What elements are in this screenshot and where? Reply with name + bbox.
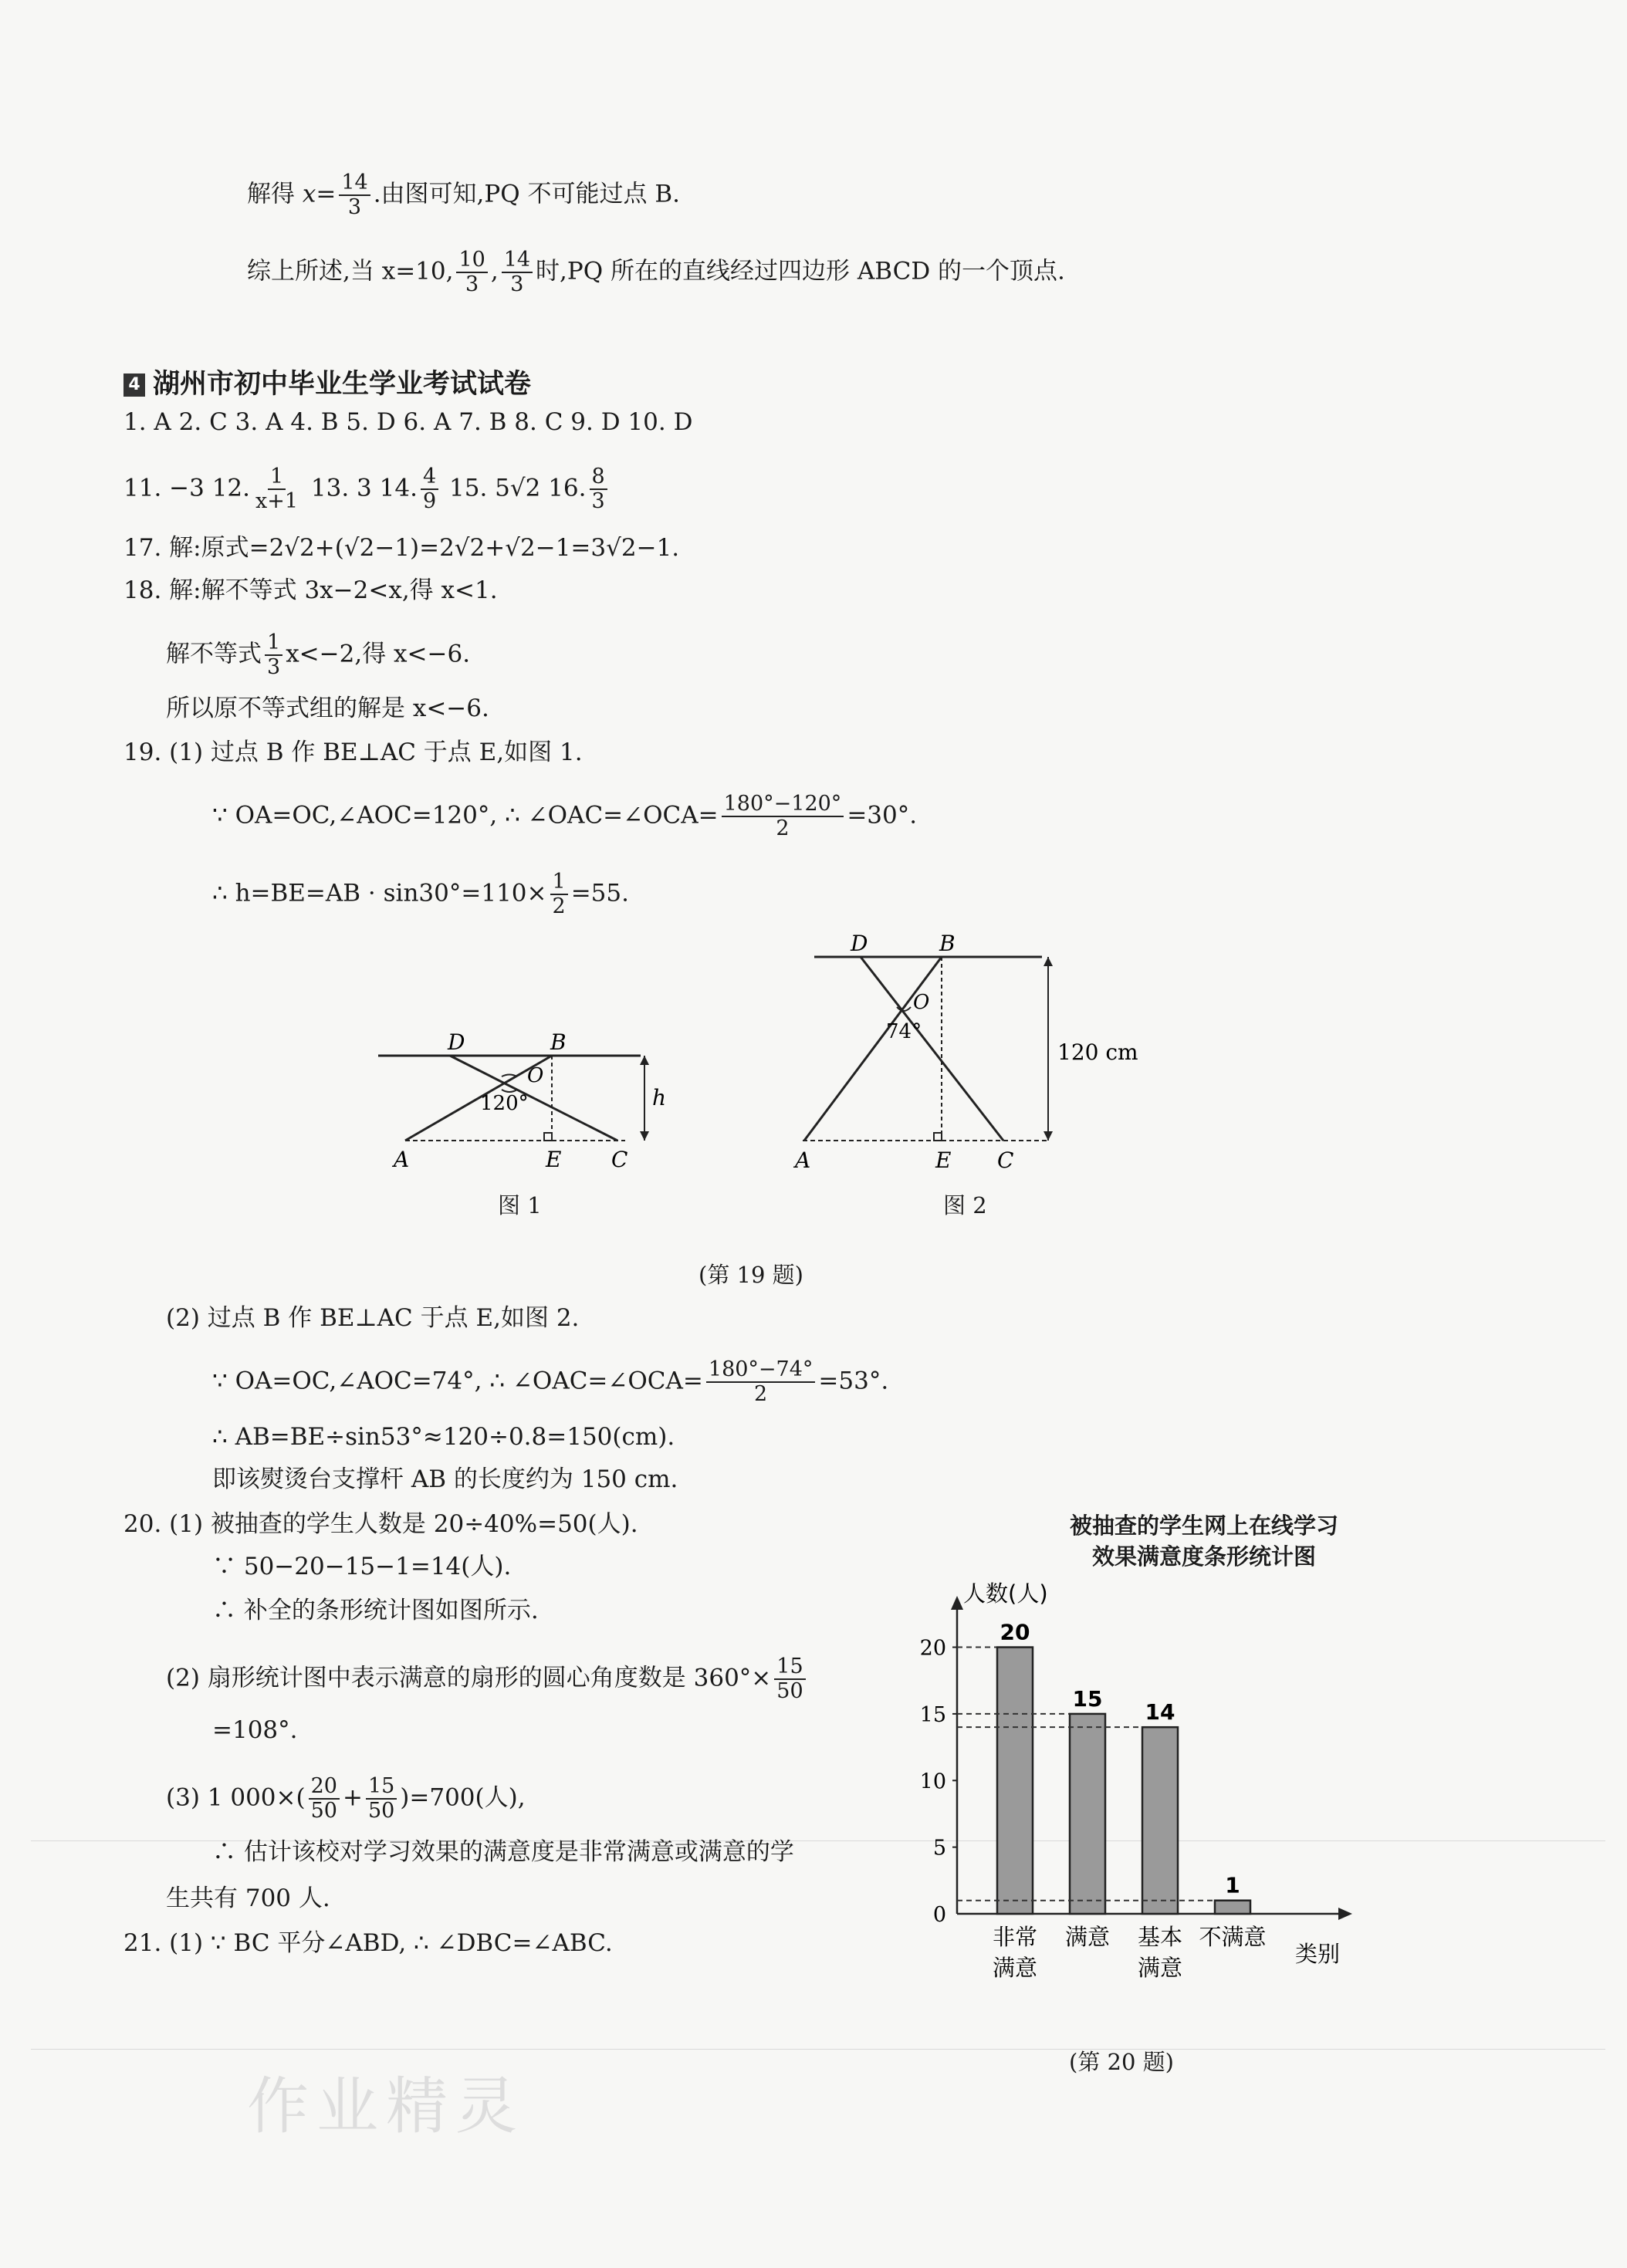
q19-part2-line-2: ∵ OA=OC,∠AOC=74°, ∴ ∠OAC=∠OCA= $\frac{180^\circ-74^\circ}{2}$ =53°. bbox=[212, 1357, 889, 1406]
summary-line: 综上所述,当 x=10, $\frac{10}{3}$ , $\frac{14}{3}$ 时,PQ 所在的直线经过四边形 ABCD 的一个顶点. bbox=[247, 248, 1065, 296]
fig2-label-D: D bbox=[851, 931, 868, 956]
fig2-label-B: B bbox=[939, 931, 956, 956]
bar bbox=[997, 1648, 1033, 1914]
y-axis-arrow bbox=[951, 1596, 963, 1610]
fig1-label-D: D bbox=[448, 1029, 465, 1055]
fig2-label-C: C bbox=[997, 1148, 1014, 1173]
q19-caption: (第 19 题) bbox=[698, 1262, 803, 1288]
figure-1 bbox=[363, 1019, 687, 1173]
bar bbox=[1142, 1727, 1178, 1914]
bar-value-label: 1 bbox=[1225, 1872, 1240, 1898]
q19-part2-line-3: ∴ AB=BE÷sin53°≈120÷0.8=150(cm). bbox=[212, 1423, 675, 1451]
bar-chart bbox=[911, 1574, 1374, 2006]
q20-line-8: 生共有 700 人. bbox=[166, 1884, 330, 1912]
q21-line-1: 21. (1) ∵ BC 平分∠ABD, ∴ ∠DBC=∠ABC. bbox=[123, 1929, 613, 1957]
q20-line-1: 20. (1) 被抽查的学生人数是 20÷40%=50(人). bbox=[123, 1510, 638, 1538]
scan-line bbox=[31, 2049, 1605, 2050]
category-label: 满意 bbox=[1137, 1955, 1183, 1981]
chart-subtitle: 效果满意度条形统计图 bbox=[1091, 1543, 1316, 1570]
bar bbox=[1215, 1901, 1250, 1914]
q20-line-3: ∴ 补全的条形统计图如图所示. bbox=[212, 1597, 539, 1624]
category-label: 满意 bbox=[992, 1955, 1038, 1981]
q20-line-7: ∴ 估计该校对学习效果的满意度是非常满意或满意的学 bbox=[212, 1838, 794, 1866]
section-title: 4 湖州市初中毕业生学业考试试卷 bbox=[123, 363, 531, 401]
chart-caption: (第 20 题) bbox=[1069, 2049, 1174, 2075]
category-label: 不满意 bbox=[1199, 1924, 1267, 1950]
q19-part2-line-1: (2) 过点 B 作 BE⊥AC 于点 E,如图 2. bbox=[166, 1304, 580, 1332]
fig1-label-O: O bbox=[527, 1064, 544, 1087]
fig1-label-h: h bbox=[652, 1085, 667, 1110]
fig1-angle: 120° bbox=[480, 1092, 529, 1115]
bar-value-label: 14 bbox=[1145, 1699, 1175, 1726]
fig2-label-A: A bbox=[795, 1148, 811, 1173]
category-label: 基本 bbox=[1137, 1924, 1183, 1950]
x-axis-arrow bbox=[1338, 1908, 1352, 1920]
chart-title: 被抽查的学生网上在线学习 bbox=[1069, 1513, 1338, 1539]
bar-value-label: 15 bbox=[1072, 1685, 1103, 1712]
fig1-label-A: A bbox=[394, 1147, 410, 1172]
bar-value-label: 20 bbox=[1000, 1619, 1030, 1645]
q20-line-2: ∵ 50−20−15−1=14(人). bbox=[212, 1553, 512, 1580]
category-label: 非常 bbox=[992, 1924, 1038, 1950]
y-tick-label: 15 bbox=[919, 1702, 946, 1727]
fig2-label-E: E bbox=[935, 1148, 952, 1173]
answers-row-1: 1. A 2. C 3. A 4. B 5. D 6. A 7. B 8. C 9. D 10. D bbox=[123, 408, 693, 436]
q19-line-1: 19. (1) 过点 B 作 BE⊥AC 于点 E,如图 1. bbox=[123, 739, 583, 766]
q19-line-2: ∵ OA=OC,∠AOC=120°, ∴ ∠OAC=∠OCA= $\frac{180^\circ-120^\circ}{2}$ =30°. bbox=[212, 792, 918, 840]
fig1-caption: 图 1 bbox=[498, 1192, 542, 1219]
y-tick-label: 5 bbox=[932, 1836, 946, 1861]
fig2-caption: 图 2 bbox=[943, 1192, 987, 1219]
q19-line-3: ∴ h=BE=AB · sin30°=110× $\frac{1}{2}$ =55. bbox=[212, 870, 629, 918]
y-tick-label: 20 bbox=[919, 1636, 946, 1661]
q18-line-1: 18. 解:解不等式 3x−2<x,得 x<1. bbox=[123, 576, 498, 604]
category-label: 满意 bbox=[1064, 1924, 1111, 1950]
fig1-label-B: B bbox=[550, 1029, 567, 1055]
watermark: 作业精灵 bbox=[247, 2070, 525, 2142]
section-number: 4 bbox=[123, 373, 145, 397]
figure-2 bbox=[787, 922, 1173, 1177]
fig2-height: 120 cm bbox=[1057, 1039, 1138, 1065]
q20-line-6: (3) 1 000×( $\frac{20}{50}$ + $\frac{15}{50}$ )=700(人), bbox=[166, 1774, 526, 1823]
y-tick-label: 0 bbox=[932, 1903, 946, 1927]
q19-part2-line-4: 即该熨烫台支撑杆 AB 的长度约为 150 cm. bbox=[212, 1465, 678, 1493]
y-tick-label: 10 bbox=[919, 1769, 946, 1794]
bar bbox=[1070, 1714, 1105, 1914]
fig2-angle: 74° bbox=[886, 1020, 922, 1043]
answers-row-2: 11. −3 12. $\frac{1}{x+1}$ 13. 3 14. $\frac{4}{9}$ 15. 5√2 16. $\frac{8}{3}$ bbox=[123, 465, 611, 513]
y-axis-label: 人数(人) bbox=[963, 1580, 1048, 1607]
x-axis-label: 类别 bbox=[1295, 1941, 1341, 1967]
q18-line-2: 解不等式 $\frac{1}{3}$ x<−2,得 x<−6. bbox=[166, 630, 471, 679]
solution-line: 解得 x= $\frac{14}{3}$ .由图可知,PQ 不可能过点 B. bbox=[247, 171, 681, 219]
q18-line-3: 所以原不等式组的解是 x<−6. bbox=[166, 695, 489, 722]
q20-line-4: (2) 扇形统计图中表示满意的扇形的圆心角度数是 360°× $\frac{15}{50}$ bbox=[166, 1655, 809, 1703]
fig2-label-O: O bbox=[913, 991, 930, 1014]
q20-line-5: =108°. bbox=[212, 1716, 298, 1744]
fig1-label-C: C bbox=[611, 1147, 628, 1172]
q17-line: 17. 解:原式=2√2+(√2−1)=2√2+√2−1=3√2−1. bbox=[123, 534, 680, 562]
fig1-label-E: E bbox=[546, 1147, 562, 1172]
